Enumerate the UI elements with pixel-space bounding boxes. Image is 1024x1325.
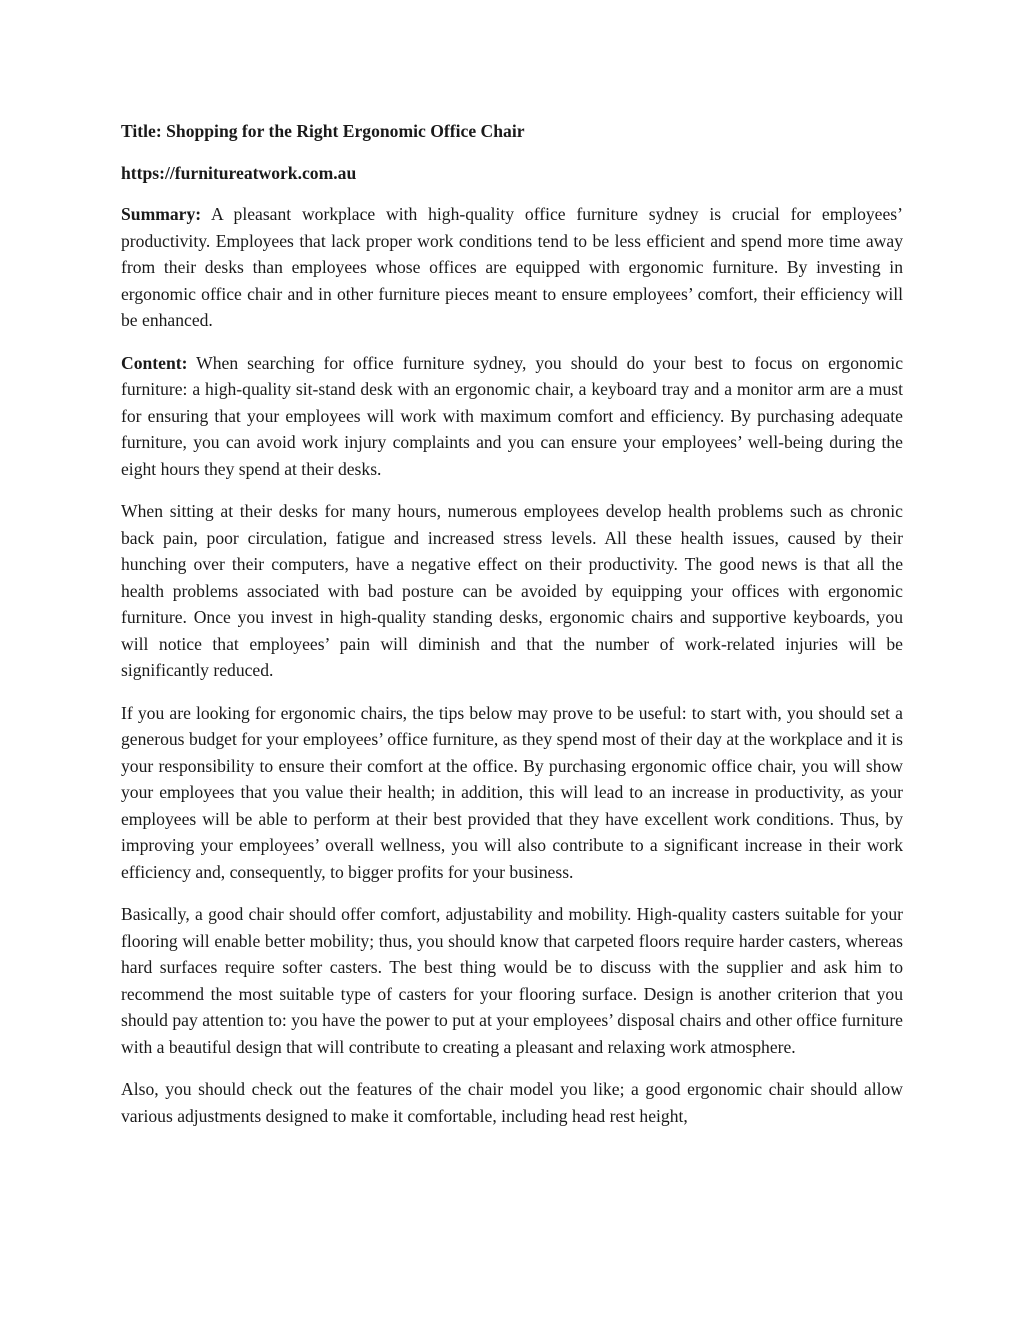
body-paragraph-3: Basically, a good chair should offer comfort, adjustability and mobility. High-quality casters suitable for your flooring will enable better mobility; thus, you should know that carpeted floors require harder casters, whereas hard surfaces require softer casters. The best thing would be to discuss with the supplier and ask him to recommend the most suitable type of casters for your flooring surface. Design is another criterion that you should pay attention to: you have the power to put at your employees’ disposal chairs and other office furniture with a beautiful design that will contribute to creating a pleasant and relaxing work atmosphere. [121, 904, 903, 1057]
content-paragraph [121, 350, 903, 483]
body-paragraph-2: If you are looking for ergonomic chairs, the tips below may prove to be useful: to start with, you should set a generous budget for your employees’ office furniture, as they spend most of their day at the workplace and it is your responsibility to ensure their comfort at the office. By purchasing ergonomic office chair, you will show your employees that you value their health; in addition, this will lead to an increase in productivity, as your employees will be able to perform at their best provided that they have excellent work conditions. Thus, by improving your employees’ overall wellness, you will also contribute to a significant increase in their work efficiency and, consequently, to bigger profits for your business. [121, 702, 903, 882]
document-page [121, 118, 903, 1145]
document-title: Title: Shopping for the Right Ergonomic Office Chair [121, 121, 525, 141]
summary-paragraph [121, 201, 903, 334]
body-paragraph-4: Also, you should check out the features of the chair model you like; a good ergonomic chair should allow various adjustments designed to make it comfortable, including head rest height, [121, 1079, 903, 1126]
summary-label: Summary: [121, 204, 202, 224]
content-text: When searching for office furniture sydney, you should do your best to focus on ergonomic furniture: a high-quality sit-stand desk with an ergonomic chair, a keyboard tray and a monitor arm are a must for ensuring that your employees will work with maximum comfort and efficiency. By purchasing adequate furniture, you can avoid work injury complaints and you can ensure your employees’ well-being during the eight hours they spend at their desks. [121, 352, 903, 479]
content-label: Content: [121, 352, 188, 373]
body-paragraph-1: When sitting at their desks for many hours, numerous employees develop health problems such as chronic back pain, poor circulation, fatigue and increased stress levels. All these health issues, caused by their hunching over their computers, have a negative effect on their productivity. The good news is that all the health problems associated with bad posture can be avoided by equipping your offices with ergonomic furniture. Once you invest in high-quality standing desks, ergonomic chairs and supportive keyboards, you will notice that employees’ pain will diminish and that the number of work-related injuries will be significantly reduced. [121, 501, 903, 680]
document-url: https://furnitureatwork.com.au [121, 162, 357, 183]
summary-text: A pleasant workplace with high-quality office furniture sydney is crucial for employees’ productivity. Employees that lack proper work conditions tend to be less efficient and spend more time away from their desks than employees whose offices are equipped with ergonomic furniture. By investing in ergonomic office chair and in other furniture pieces meant to ensure employees’ comfort, their efficiency will be enhanced. [121, 204, 903, 330]
